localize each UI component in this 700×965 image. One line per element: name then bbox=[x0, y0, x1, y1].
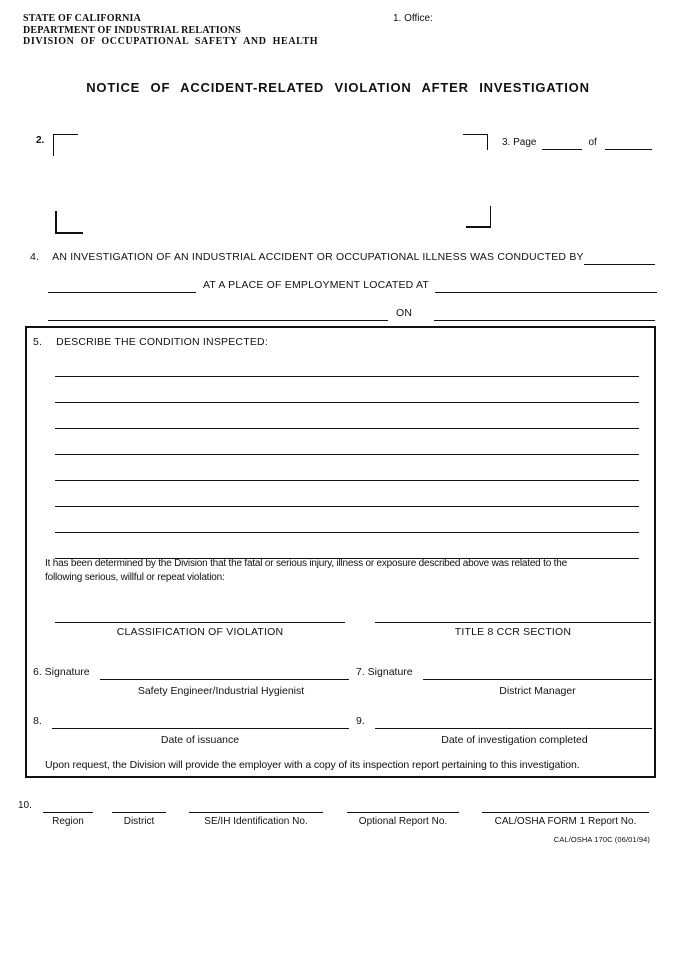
item-4-number: 4. bbox=[30, 251, 40, 263]
ccr-section-label: TITLE 8 CCR SECTION bbox=[454, 626, 572, 638]
determination-line-2: following serious, willful or repeat violation: bbox=[45, 572, 225, 583]
district-field[interactable] bbox=[112, 799, 166, 813]
issuance-date-field[interactable] bbox=[52, 714, 349, 729]
description-line[interactable] bbox=[55, 507, 639, 533]
description-line[interactable] bbox=[55, 429, 639, 455]
manager-role-label: District Manager bbox=[499, 685, 576, 697]
engineer-signature-field[interactable] bbox=[100, 665, 349, 680]
agency-line-division: DIVISION OF OCCUPATIONAL SAFETY AND HEALTH bbox=[23, 36, 319, 47]
signature-row-engineer bbox=[33, 664, 349, 680]
investigation-row-3 bbox=[48, 305, 655, 321]
of-label: of bbox=[588, 137, 597, 148]
footer-field-optional-report bbox=[347, 799, 459, 827]
conducted-by-continued-field[interactable] bbox=[48, 278, 196, 293]
region-label: Region bbox=[52, 816, 84, 827]
footer-field-seih-id bbox=[189, 799, 323, 827]
page-number-row bbox=[502, 134, 652, 150]
condition-description-area bbox=[55, 351, 639, 559]
agency-line-state: STATE OF CALIFORNIA bbox=[23, 13, 142, 24]
seih-id-label: SE/IH Identification No. bbox=[204, 816, 308, 827]
office-label: 1. Office: bbox=[393, 13, 433, 24]
footer-field-calosha-report bbox=[482, 799, 649, 827]
description-line[interactable] bbox=[55, 377, 639, 403]
date-row-completed bbox=[356, 713, 652, 729]
engineer-role-label: Safety Engineer/Industrial Hygienist bbox=[137, 685, 305, 697]
investigation-row-1 bbox=[30, 249, 655, 265]
description-line[interactable] bbox=[55, 403, 639, 429]
issuance-date-label: Date of issuance bbox=[160, 734, 240, 746]
address-corner-bottom-left-icon bbox=[55, 211, 83, 234]
completion-date-field[interactable] bbox=[375, 714, 652, 729]
address-corner-top-right-icon bbox=[463, 134, 488, 150]
district-label: District bbox=[123, 816, 155, 827]
calosha-report-label: CAL/OSHA FORM 1 Report No. bbox=[494, 816, 637, 827]
item-9-number: 9. bbox=[356, 715, 365, 727]
addressee-address-area[interactable] bbox=[53, 134, 490, 230]
classification-label: CLASSIFICATION OF VIOLATION bbox=[116, 626, 284, 638]
description-line[interactable] bbox=[55, 351, 639, 377]
item-10-number: 10. bbox=[18, 800, 32, 811]
description-line[interactable] bbox=[55, 481, 639, 507]
on-label: ON bbox=[396, 307, 413, 319]
inspection-report-note: Upon request, the Division will provide the employer with a copy of its inspection report pertaining to this investigation. bbox=[45, 759, 580, 771]
footer-field-district bbox=[112, 799, 166, 827]
investigation-text-2: AT A PLACE OF EMPLOYMENT LOCATED AT bbox=[203, 279, 430, 291]
page-label: 3. Page bbox=[502, 137, 537, 148]
ccr-section-field[interactable] bbox=[375, 605, 651, 623]
item-2-number: 2. bbox=[36, 135, 45, 146]
location-continued-field[interactable] bbox=[48, 306, 388, 321]
calosha-report-field[interactable] bbox=[482, 799, 649, 813]
address-corner-top-left-icon bbox=[53, 134, 78, 156]
footer-field-region bbox=[43, 799, 93, 827]
form-id-text: CAL/OSHA 170C (06/01/94) bbox=[553, 835, 650, 844]
conducted-by-field[interactable] bbox=[584, 250, 655, 265]
signature-row-manager bbox=[356, 664, 652, 680]
seih-id-field[interactable] bbox=[189, 799, 323, 813]
item-8-number: 8. bbox=[33, 715, 42, 727]
item-5-number: 5. bbox=[33, 336, 43, 348]
region-field[interactable] bbox=[43, 799, 93, 813]
determination-line-1: It has been determined by the Division that the fatal or serious injury, illness or exposure described above was related to the bbox=[45, 558, 567, 569]
description-line[interactable] bbox=[55, 533, 639, 559]
agency-block bbox=[23, 13, 318, 48]
form-title: NOTICE OF ACCIDENT-RELATED VIOLATION AFTER INVESTIGATION bbox=[86, 80, 590, 95]
investigation-text-1: AN INVESTIGATION OF AN INDUSTRIAL ACCIDENT OR OCCUPATIONAL ILLNESS WAS CONDUCTED BY bbox=[52, 251, 584, 263]
completion-date-label: Date of investigation completed bbox=[441, 734, 588, 746]
page-number-field[interactable] bbox=[542, 135, 582, 150]
date-row-issuance bbox=[33, 713, 349, 729]
page-total-field[interactable] bbox=[605, 135, 652, 150]
investigation-date-field[interactable] bbox=[434, 306, 655, 321]
condition-label-row bbox=[33, 336, 268, 348]
optional-report-label: Optional Report No. bbox=[358, 816, 448, 827]
agency-line-department: DEPARTMENT OF INDUSTRIAL RELATIONS bbox=[23, 24, 242, 36]
item-6-label: 6. Signature bbox=[33, 666, 90, 678]
employment-location-field[interactable] bbox=[435, 278, 657, 293]
description-line[interactable] bbox=[55, 455, 639, 481]
condition-label: DESCRIBE THE CONDITION INSPECTED: bbox=[56, 336, 268, 348]
investigation-row-2 bbox=[48, 277, 657, 293]
item-7-label: 7. Signature bbox=[356, 666, 413, 678]
manager-signature-field[interactable] bbox=[423, 665, 652, 680]
classification-field[interactable] bbox=[55, 605, 345, 623]
address-corner-bottom-right-icon bbox=[466, 206, 491, 228]
violation-box bbox=[25, 326, 656, 778]
optional-report-field[interactable] bbox=[347, 799, 459, 813]
determination-paragraph bbox=[45, 557, 567, 585]
